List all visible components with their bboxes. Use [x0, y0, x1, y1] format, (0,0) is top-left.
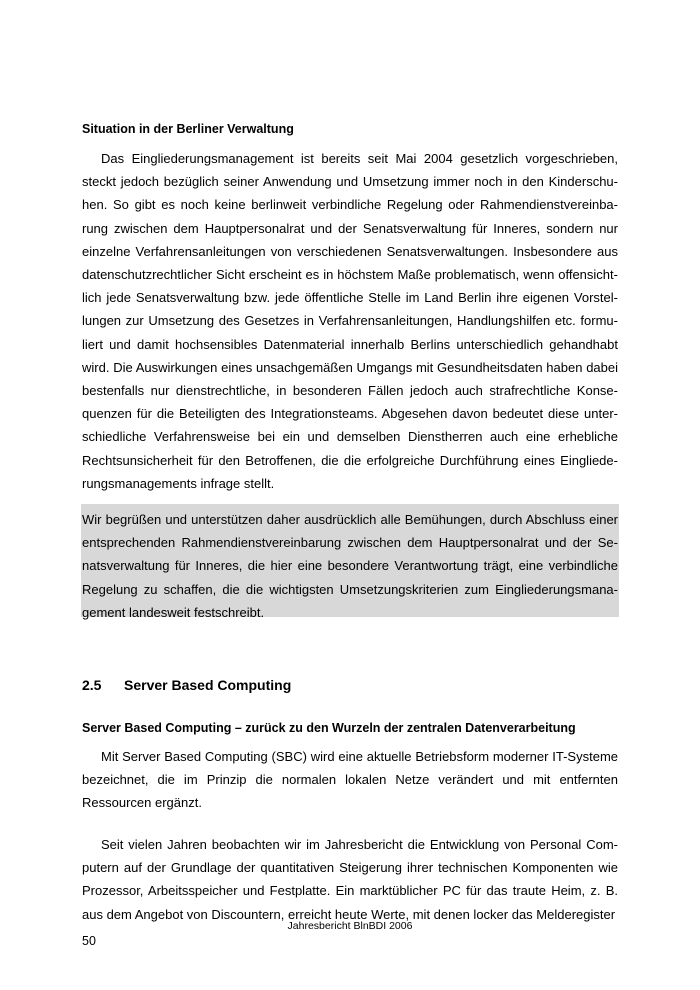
section-number: 2.5	[82, 677, 102, 693]
footer-running-title: Jahresbericht BlnBDI 2006	[287, 920, 413, 932]
paragraph-highlighted-statement: Wir begrüßen und unterstützen daher ausdrücklich alle Bemühungen, durch Abschluss einer entsprechenden Rahmendienstvereinbarung zwischen dem Hauptpersonalrat und der Senatsverwaltung für Inneres, die hier eine besondere Verantwortung trägt, eine verbindliche Regelung zu schaffen, die die wichtigsten Umsetzungskriterien zum Eingliederungsmanagement landesweit festschreibt.	[82, 512, 618, 620]
page-number: 50	[82, 934, 96, 948]
section-title: Server Based Computing	[124, 677, 292, 693]
section-heading	[82, 676, 291, 694]
highlighted-statement-box	[81, 504, 619, 620]
paragraph-berlin-situation: Das Eingliederungsmanagement ist bereits seit Mai 2004 gesetzlich vorgeschrieben, steckt jedoch bezüglich seiner Anwendung und Umsetzung immer noch in den Kinderschuhen. So gibt es noch keine berlinweit verbindliche Regelung oder Rahmendienstvereinbarung zwischen dem Hauptpersonalrat und der Senatsverwaltung für Inneres, sondern nur einzelne Verfahrensanleitungen von verschiedenen Senatsverwaltungen. Insbesondere aus datenschutzrechtlicher Sicht erscheint es in höchstem Maße problematisch, wenn offensichtlich jede Senatsverwaltung bzw. jede öffentliche Stelle im Land Berlin ihre eigenen Vorstellungen zur Umsetzung des Gesetzes in Verfahrensanleitungen, Handlungshilfen etc. formuliert und damit hochsensibles Datenmaterial innerhalb Berlins unterschiedlich gehandhabt wird. Die Auswirkungen eines unsachgemäßen Umgangs mit Gesundheitsdaten haben dabei bestenfalls nur dienstrechtliche, in besonderen Fällen jedoch auch strafrechtliche Konsequenzen für die Beteiligten des Integrationsteams. Abgesehen davon bedeutet diese unterschiedliche Verfahrensweise bei ein und demselben Dienstherren auch eine erhebliche Rechtsunsicherheit für den Betroffenen, die die erfolgreiche Durchführung eines Eingliederungsmanagements infrage stellt.	[82, 151, 618, 491]
paragraph-pc-development: Seit vielen Jahren beobachten wir im Jahresbericht die Entwicklung von Personal Computern auf der Grundlage der quantitativen Steigerung ihrer technischen Komponenten wie Prozessor, Arbeitsspeicher und Festplatte. Ein marktüblicher PC für das traute Heim, z. B. aus dem Angebot von Discountern, erreicht heute Werte, mit denen locker das Melderegister	[82, 837, 618, 922]
subsection-heading-berlin: Situation in der Berliner Verwaltung	[82, 122, 294, 136]
subsection-heading-sbc: Server Based Computing – zurück zu den Wurzeln der zentralen Datenverarbeitung	[82, 721, 576, 735]
paragraph-sbc-definition: Mit Server Based Computing (SBC) wird eine aktuelle Betriebsform moderner IT-Systeme bezeichnet, die im Prinzip die normalen lokalen Netze verändert und mit entfernten Ressourcen ergänzt.	[82, 749, 618, 811]
